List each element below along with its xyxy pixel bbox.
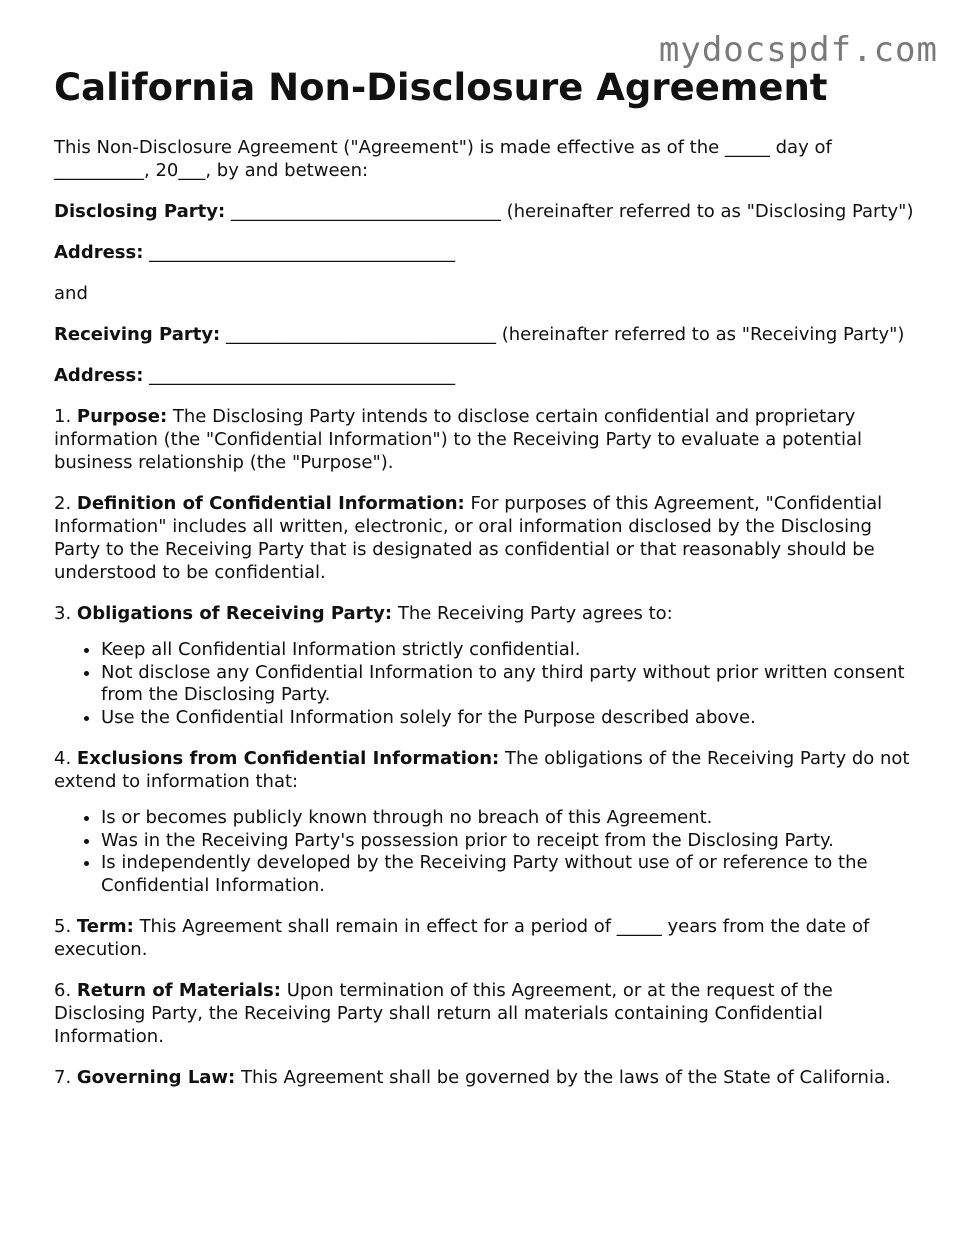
receiving-address-line (54, 364, 916, 387)
section-text: This Agreement shall remain in effect for a period of _____ years from the date of execution. (54, 916, 870, 961)
disclosing-address-label: Address: (54, 242, 144, 264)
document-title: California Non-Disclosure Agreement (54, 66, 828, 109)
section-text: For purposes of this Agreement, "Confidential Information" includes all written, electronic, or oral information disclosed by the Disclosing Party to the Receiving Party that is designated as confidential or that reasonably should be understood to be confidential. (54, 493, 883, 584)
section-purpose (54, 405, 916, 474)
document-page (54, 66, 916, 1107)
section-number: 1. (54, 406, 77, 428)
disclosing-party-text: ______________________________ (hereinafter referred to as "Disclosing Party") (225, 201, 914, 223)
receiving-party-label: Receiving Party: (54, 324, 221, 346)
watermark: mydocspdf.com (658, 30, 938, 70)
list-item: • Is or becomes publicly known through no breach of this Agreement. (101, 807, 916, 830)
intro-paragraph: This Non-Disclosure Agreement ("Agreement") is made effective as of the _____ day of __________, 20___, by and between: (54, 137, 832, 182)
list-item: • Keep all Confidential Information strictly confidential. (101, 639, 916, 662)
section-text: This Agreement shall be governed by the laws of the State of California. (235, 1067, 891, 1089)
receiving-address-label: Address: (54, 365, 144, 387)
disclosing-party-label: Disclosing Party: (54, 201, 226, 223)
receiving-party-line (54, 323, 916, 346)
section-heading: Definition of Confidential Information: (76, 493, 465, 515)
section-heading: Term: (76, 916, 134, 938)
list-item: • Is independently developed by the Receiving Party without use of or reference to the Confidential Information. (101, 852, 916, 897)
disclosing-party-line (54, 200, 916, 223)
section-text: Upon termination of this Agreement, or at the request of the Disclosing Party, the Receiving Party shall return all materials containing Confidential Information. (54, 980, 833, 1048)
section-number: 2. (54, 493, 77, 515)
section-text: The Receiving Party agrees to: (392, 603, 673, 625)
section-heading: Return of Materials: (76, 980, 281, 1002)
section-number: 3. (54, 603, 77, 625)
section-exclusions (54, 747, 916, 793)
section-number: 4. (54, 748, 77, 770)
receiving-address-text: __________________________________ (143, 365, 456, 387)
section-text: The obligations of the Receiving Party do not extend to information that: (54, 748, 910, 793)
section-heading: Obligations of Receiving Party: (76, 603, 393, 625)
section-definition (54, 492, 916, 584)
exclusions-list (54, 807, 916, 897)
section-obligations (54, 602, 916, 625)
and-line: and (54, 283, 88, 305)
section-term (54, 915, 916, 961)
section-heading: Purpose: (76, 406, 168, 428)
section-heading: Exclusions from Confidential Information: (76, 748, 500, 770)
disclosing-address-line (54, 241, 916, 264)
receiving-party-text: ______________________________ (hereinafter referred to as "Receiving Party") (220, 324, 905, 346)
section-number: 5. (54, 916, 77, 938)
section-governing-law (54, 1066, 916, 1089)
section-number: 6. (54, 980, 77, 1002)
obligations-list (54, 639, 916, 729)
list-item: • Was in the Receiving Party's possession prior to receipt from the Disclosing Party. (101, 830, 916, 853)
section-heading: Governing Law: (76, 1067, 236, 1089)
list-item: • Not disclose any Confidential Information to any third party without prior written consent from the Disclosing Party. (101, 662, 916, 707)
section-number: 7. (54, 1067, 77, 1089)
section-return (54, 979, 916, 1048)
disclosing-address-text: __________________________________ (143, 242, 456, 264)
list-item: • Use the Confidential Information solely for the Purpose described above. (101, 707, 916, 730)
section-text: The Disclosing Party intends to disclose certain confidential and proprietary information (the "Confidential Information") to the Receiving Party to evaluate a potential business relationship (the "Purpose"). (54, 406, 863, 474)
